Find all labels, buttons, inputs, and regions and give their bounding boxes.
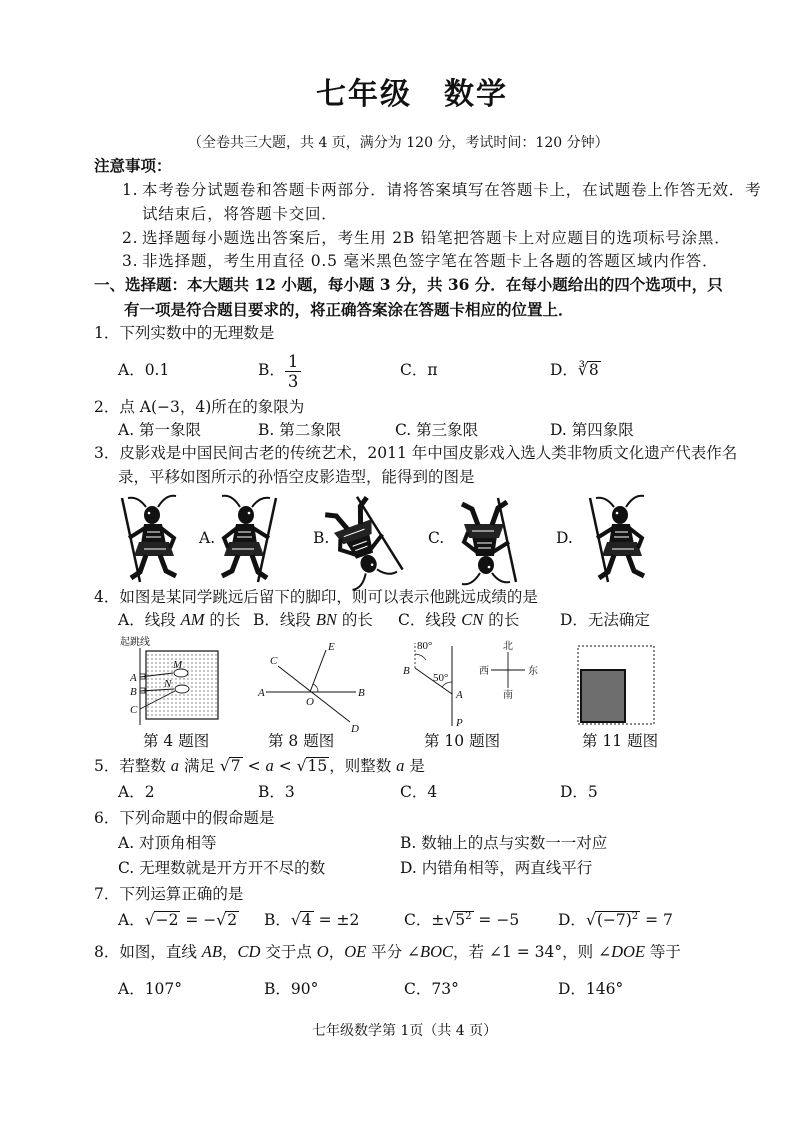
figure-4-caption: 第 4 题图	[143, 732, 210, 750]
text-run: A．0.1	[118, 361, 170, 379]
radical	[216, 910, 239, 930]
text-run: B．	[264, 911, 291, 929]
q5-stem	[94, 756, 425, 776]
point-label-m: M	[173, 659, 183, 671]
radical-sign: ∛	[577, 361, 588, 379]
q3-option-c-silhouette	[452, 494, 522, 586]
q5-option-b: B．3	[258, 783, 295, 801]
q3-figure-label-a: A.	[199, 529, 216, 547]
figure-4-long-jump	[118, 633, 228, 728]
radical-sign: √	[144, 911, 155, 929]
point-label-o: O	[306, 696, 314, 708]
point-label-a: A	[456, 689, 463, 701]
compass-west: 西	[479, 666, 489, 677]
q3-option-b-silhouette	[326, 494, 396, 586]
q1-option-d	[550, 348, 601, 392]
q8-stem	[94, 942, 681, 962]
angle-arc-80	[415, 654, 426, 660]
math-variable: BOC	[420, 942, 454, 961]
notes-heading: 注意事项：	[94, 156, 172, 175]
line-cd	[278, 666, 350, 722]
fraction-denominator: 3	[287, 371, 299, 391]
math-variable: a	[265, 756, 274, 775]
text-run: B．	[258, 361, 285, 379]
text-run: 5	[455, 911, 466, 929]
q4-option-c	[398, 610, 519, 630]
point-label-c: C	[130, 704, 138, 716]
q3-option-a-silhouette	[212, 494, 282, 586]
math-variable: a	[170, 756, 180, 775]
q3-figure-label-b: B.	[313, 529, 330, 547]
q8-option-d: D．146°	[558, 980, 624, 998]
text-run: C．线段	[398, 611, 462, 629]
math-variable: BN	[315, 610, 337, 629]
figure-8-caption: 第 8 题图	[268, 732, 335, 750]
q3-stem-line-1: 3．皮影戏是中国民间古老的传统艺术，2011 年中国皮影戏入选人类非物质文化遗产代表作名	[94, 444, 738, 462]
text-run: 的长	[336, 611, 373, 629]
text-run: ，若 ∠1 = 34°，则 ∠	[453, 943, 612, 961]
text-run: A．线段	[118, 611, 181, 629]
q4-option-a	[118, 610, 240, 630]
footprint-n	[175, 685, 189, 693]
radical	[291, 910, 314, 930]
q5-option-d: D．5	[560, 783, 598, 801]
point-label-n: N	[164, 678, 172, 690]
text-run: 等于	[644, 943, 681, 961]
q1-option-b	[258, 348, 301, 392]
text-run: = −5	[473, 911, 520, 929]
radical-sign: √	[216, 911, 227, 929]
q4-option-b	[253, 610, 373, 630]
section-heading-line-1: 一、选择题：本大题共 12 小题，每小题 3 分，共 36 分．在每小题给出的四个选项中，只	[94, 275, 723, 294]
text-run: ，	[328, 943, 345, 961]
figure-8-intersecting-lines	[258, 640, 370, 735]
angle-label-50: 50°	[433, 672, 449, 684]
q5-option-a: A．2	[118, 783, 155, 801]
figure-10-bearings	[395, 638, 565, 733]
radical	[220, 756, 243, 776]
math-variable: CD	[237, 942, 261, 961]
text-run: C．±	[404, 911, 445, 929]
radicand	[154, 911, 181, 929]
radical-sign: √	[290, 911, 301, 929]
radical	[578, 360, 601, 380]
text-run: 8	[588, 361, 599, 379]
text-run: C．π	[400, 361, 438, 379]
radicand	[453, 911, 473, 929]
math-variable: O	[316, 942, 329, 961]
q6-option-c: C. 无理数就是开方开不尽的数	[118, 859, 326, 877]
page-title: 七年级 数学	[316, 77, 508, 112]
ray-oe	[310, 650, 326, 692]
text-run: D．	[558, 911, 586, 929]
radical	[297, 756, 330, 776]
text-run: −2	[155, 911, 179, 929]
point-label-b: B	[403, 665, 410, 677]
text-run: <	[273, 757, 297, 775]
math-variable: a	[396, 756, 405, 775]
text-run: 的长	[204, 611, 241, 629]
figure-10-caption: 第 10 题图	[424, 732, 501, 750]
radicand	[300, 911, 314, 929]
q3-original-silhouette	[116, 494, 186, 586]
q6-option-b: B. 数轴上的点与实数一一对应	[400, 834, 608, 852]
q5-option-c: C．4	[400, 783, 438, 801]
radicand	[225, 911, 239, 929]
radical-sign: √	[444, 911, 455, 929]
radicand	[595, 911, 640, 929]
text-run: D．	[550, 361, 578, 379]
point-label-c: C	[270, 655, 278, 667]
text-run: = −	[180, 911, 217, 929]
angle-label-80: 80°	[417, 640, 433, 652]
text-run: A．	[118, 911, 145, 929]
note-2-number: 2.	[122, 229, 139, 247]
fraction-numerator: 1	[285, 352, 302, 372]
point-label-e: E	[328, 641, 335, 653]
q4-stem: 4．如图是某同学跳远后留下的脚印，则可以表示他跳远成绩的是	[94, 588, 538, 606]
q1-option-c	[400, 348, 438, 392]
q3-figure-label-d: D.	[556, 529, 573, 547]
figure-11-caption: 第 11 题图	[582, 732, 659, 750]
q7-option-d	[558, 910, 673, 930]
page-footer: 七年级数学第 1页（共 4 页）	[312, 1023, 498, 1039]
text-run: (−7)	[596, 911, 632, 929]
text-run: 的长	[483, 611, 520, 629]
q8-option-a: A．107°	[118, 980, 183, 998]
angle-mark	[313, 684, 318, 692]
text-run: 是	[404, 757, 425, 775]
radical-sign: √	[219, 757, 230, 775]
compass-south: 南	[503, 690, 513, 701]
section-heading-line-2: 有一项是符合题目要求的，将正确答案涂在答题卡相应的位置上．	[124, 300, 574, 319]
superscript: 2	[631, 910, 639, 922]
q8-option-c: C．73°	[404, 980, 459, 998]
q2-option-c: C. 第三象限	[395, 421, 479, 439]
math-variable: DOE	[611, 942, 645, 961]
math-variable: CN	[461, 610, 484, 629]
note-1-number: 1.	[122, 181, 139, 199]
q2-stem: 2．点 A(−3，4)所在的象限为	[94, 398, 305, 416]
point-label-b: B	[358, 687, 365, 699]
note-1-line-2: 试结束后，将答题卡交回．	[142, 205, 338, 223]
q3-figure-label-c: C.	[428, 529, 445, 547]
exam-info: （全卷共三大题，共 4 页，满分为 120 分，考试时间：120 分钟）	[188, 135, 609, 151]
compass-east: 东	[528, 666, 538, 677]
text-run: 7	[230, 757, 241, 775]
point-label-a: A	[130, 672, 137, 684]
q2-option-a: A. 第一象限	[118, 421, 202, 439]
q3-stem-line-2: 录，平移如图所示的孙悟空皮影造型，能得到的图是	[118, 468, 475, 486]
text-run: 交于点	[260, 943, 317, 961]
note-1-line-1: 本考卷分试题卷和答题卡两部分．请将答案填写在答题卡上，在试题卷上作答无效．考	[142, 181, 762, 199]
text-run: ，则整数	[329, 757, 397, 775]
point-label-d: D	[351, 723, 359, 735]
q7-option-c	[404, 910, 519, 930]
text-run: 满足	[179, 757, 220, 775]
radical-sign: √	[296, 757, 307, 775]
q8-option-b: B．90°	[264, 980, 319, 998]
point-label-b: B	[130, 686, 137, 698]
inner-shaded-square	[581, 670, 625, 722]
radical	[444, 910, 473, 930]
point-label-a: A	[258, 687, 265, 699]
q1-option-a	[118, 348, 169, 392]
text-run: 2	[227, 911, 238, 929]
q6-stem: 6．下列命题中的假命题是	[94, 809, 275, 827]
fraction	[285, 352, 302, 391]
q7-option-b	[264, 910, 359, 930]
radicand	[587, 361, 601, 379]
q7-stem: 7．下列运算正确的是	[94, 885, 244, 903]
radical	[145, 910, 181, 930]
text-run: ，	[221, 943, 238, 961]
note-3-line-1: 非选择题，考生用直径 0.5 毫米黑色签字笔在答题卡上各题的答题区域内作答．	[142, 252, 719, 270]
text-run: = 7	[640, 911, 673, 929]
text-run: 4	[301, 911, 312, 929]
q2-option-b: B. 第二象限	[258, 421, 342, 439]
text-run: 5．若整数	[94, 757, 171, 775]
text-run: 平分 ∠	[366, 943, 421, 961]
compass-north: 北	[503, 641, 513, 652]
math-variable: AM	[180, 610, 205, 629]
text-run: D．无法确定	[560, 611, 650, 629]
q6-option-a: A. 对顶角相等	[118, 834, 217, 852]
point-label-p: P	[456, 717, 463, 729]
math-variable: AB	[201, 942, 222, 961]
start-line-label: 起跳线	[120, 637, 150, 648]
note-2-line-1: 选择题每小题选出答案后，考生用 2B 铅笔把答题卡上对应题目的选项标号涂黑．	[142, 229, 731, 247]
text-run: 8．如图，直线	[94, 943, 202, 961]
q2-option-d: D. 第四象限	[550, 421, 634, 439]
q7-option-a	[118, 910, 239, 930]
radicand	[306, 757, 330, 775]
radical	[586, 910, 640, 930]
text-run: B．线段	[253, 611, 316, 629]
math-variable: OE	[344, 942, 367, 961]
text-run: <	[242, 757, 266, 775]
figure-11-squares	[572, 640, 662, 730]
q6-option-d: D. 内错角相等，两直线平行	[400, 859, 593, 877]
superscript: 2	[465, 910, 472, 922]
q3-option-d-silhouette	[584, 494, 654, 586]
text-run: 15	[307, 757, 328, 775]
radical-sign: √	[585, 911, 596, 929]
q1-stem: 1．下列实数中的无理数是	[94, 324, 275, 342]
radicand	[229, 757, 243, 775]
text-run: = ±2	[313, 911, 360, 929]
note-3-number: 3.	[122, 252, 139, 270]
q4-option-d	[560, 610, 650, 630]
